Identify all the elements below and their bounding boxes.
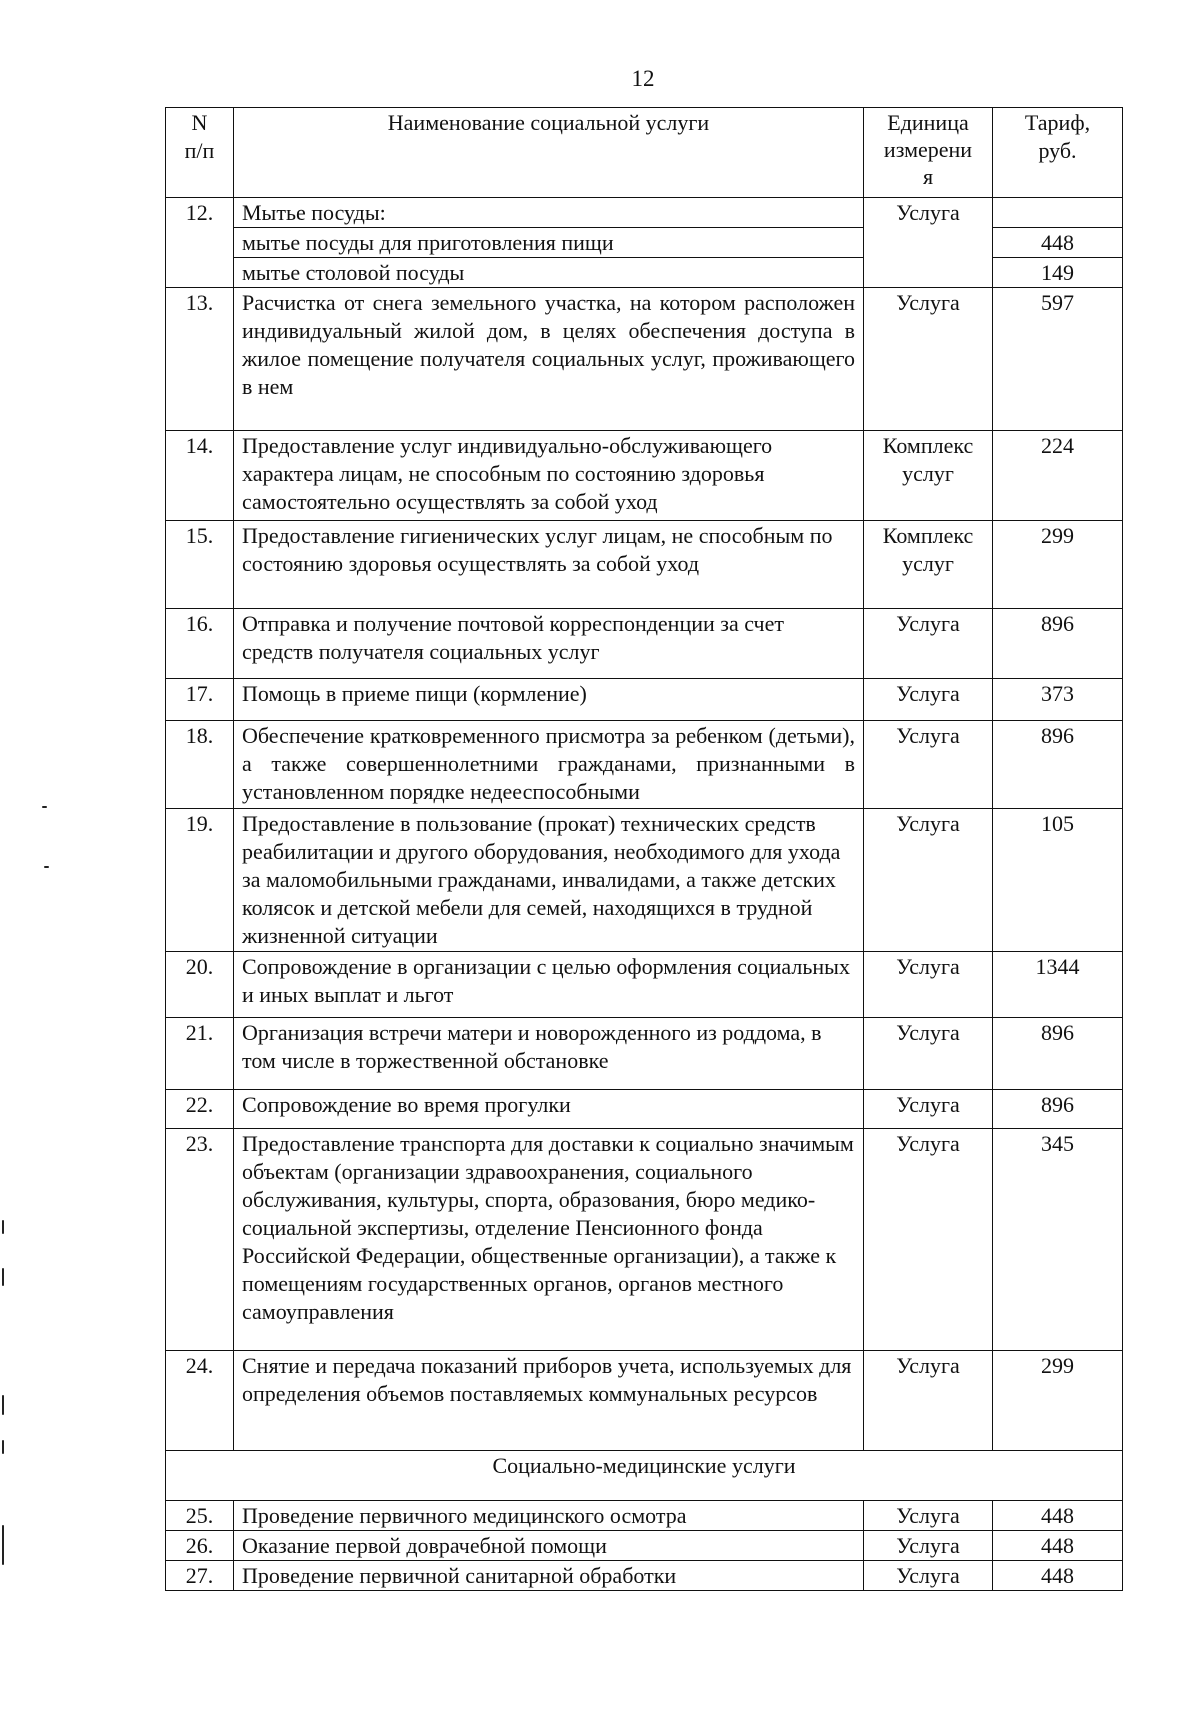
service-name: Предоставление гигиенических услуг лицам, не способным по состоянию здоровья осуществлять за собой уход xyxy=(234,521,864,609)
header-unit: Единица измерени я xyxy=(864,108,993,198)
row-number: 20. xyxy=(166,952,234,1018)
service-price: 896 xyxy=(993,1018,1123,1090)
service-unit: Услуга xyxy=(864,1018,993,1090)
service-name: Расчистка от снега земельного участка, на котором расположен индивидуальный жилой дом, в целях обеспечения доступа в жилое помещение получателя социальных услуг, проживающего в нем xyxy=(234,288,864,431)
service-price: 896 xyxy=(993,1090,1123,1129)
table-row xyxy=(166,198,1123,228)
scan-speck xyxy=(42,806,47,808)
service-name: Предоставление в пользование (прокат) технических средств реабилитации и другого оборудования, необходимого для ухода за маломобильными гражданами, инвалидами, а также детских колясок и детской мебели для семей, находящихся в трудной жизненной ситуации xyxy=(234,809,864,952)
service-price: 896 xyxy=(993,609,1123,679)
table-row xyxy=(166,1561,1123,1591)
service-name: Сопровождение в организации с целью оформления социальных и иных выплат и льгот xyxy=(234,952,864,1018)
scan-speck xyxy=(2,1525,4,1565)
table-row xyxy=(166,809,1123,952)
service-name: Снятие и передача показаний приборов учета, используемых для определения объемов поставляемых коммунальных ресурсов xyxy=(234,1351,864,1451)
row-number: 19. xyxy=(166,809,234,952)
service-name: Предоставление транспорта для доставки к социально значимым объектам (организации здравоохранения, социального обслуживания, культуры, спорта, образования, бюро медико-социальной экспертизы, отделение Пенсионного фонда Российской Федерации, общественные организации), а также к помещениям государственных органов, органов местного самоуправления xyxy=(234,1129,864,1351)
service-name: Помощь в приеме пищи (кормление) xyxy=(234,679,864,721)
service-unit: Комплекс услуг xyxy=(864,521,993,609)
section-title: Социально-медицинские услуги xyxy=(166,1451,1123,1501)
row-number: 14. xyxy=(166,431,234,521)
service-unit: Услуга xyxy=(864,679,993,721)
table-row xyxy=(166,1129,1123,1351)
service-name: Организация встречи матери и новорожденного из роддома, в том числе в торжественной обстановке xyxy=(234,1018,864,1090)
row-number: 27. xyxy=(166,1561,234,1591)
header-service-name: Наименование социальной услуги xyxy=(234,108,864,198)
scan-speck xyxy=(2,1440,4,1454)
table-row xyxy=(166,721,1123,809)
row-number: 16. xyxy=(166,609,234,679)
service-price: 105 xyxy=(993,809,1123,952)
table-row xyxy=(166,1501,1123,1531)
row-number: 15. xyxy=(166,521,234,609)
service-name: Отправка и получение почтовой корреспонденции за счет средств получателя социальных услуг xyxy=(234,609,864,679)
section-header-row xyxy=(166,1451,1123,1501)
row-number: 24. xyxy=(166,1351,234,1451)
table-row xyxy=(166,431,1123,521)
table-header-row xyxy=(166,108,1123,198)
service-price: 345 xyxy=(993,1129,1123,1351)
service-price: 224 xyxy=(993,431,1123,521)
row-number: 17. xyxy=(166,679,234,721)
table-row xyxy=(166,288,1123,431)
table-row xyxy=(166,609,1123,679)
service-unit: Услуга xyxy=(864,809,993,952)
service-unit: Услуга xyxy=(864,288,993,431)
row-number: 13. xyxy=(166,288,234,431)
service-price: 448 xyxy=(993,1501,1123,1531)
service-price: 1344 xyxy=(993,952,1123,1018)
table-row xyxy=(166,1090,1123,1129)
table-row xyxy=(166,1018,1123,1090)
service-price: 896 xyxy=(993,721,1123,809)
row-number: 12. xyxy=(166,198,234,288)
service-price: 448 xyxy=(993,1561,1123,1591)
header-price: Тариф, руб. xyxy=(993,108,1123,198)
service-unit: Услуга xyxy=(864,721,993,809)
service-unit: Услуга xyxy=(864,198,993,288)
service-unit: Услуга xyxy=(864,1561,993,1591)
service-price: 448 xyxy=(993,1531,1123,1561)
row-number: 26. xyxy=(166,1531,234,1561)
table-row xyxy=(166,679,1123,721)
table-row xyxy=(166,1351,1123,1451)
service-unit: Услуга xyxy=(864,609,993,679)
service-unit: Услуга xyxy=(864,1090,993,1129)
service-name: Мытье посуды: xyxy=(234,198,864,228)
service-price xyxy=(993,198,1123,228)
service-unit: Услуга xyxy=(864,1129,993,1351)
scan-speck xyxy=(44,866,49,868)
scan-speck xyxy=(2,1268,4,1286)
service-price: 597 xyxy=(993,288,1123,431)
header-number: N п/п xyxy=(166,108,234,198)
service-unit: Услуга xyxy=(864,1531,993,1561)
service-name: Предоставление услуг индивидуально-обслуживающего характера лицам, не способным по состоянию здоровья самостоятельно осуществлять за собой уход xyxy=(234,431,864,521)
page-number: 12 xyxy=(631,66,655,91)
service-unit: Услуга xyxy=(864,1501,993,1531)
service-name: Проведение первичного медицинского осмотра xyxy=(234,1501,864,1531)
scan-speck xyxy=(2,1395,4,1415)
row-number: 21. xyxy=(166,1018,234,1090)
service-unit: Комплекс услуг xyxy=(864,431,993,521)
service-name: Сопровождение во время прогулки xyxy=(234,1090,864,1129)
service-subitem-name: мытье столовой посуды xyxy=(234,258,864,288)
table-row xyxy=(166,1531,1123,1561)
service-unit: Услуга xyxy=(864,1351,993,1451)
services-tariff-table xyxy=(165,107,1123,1591)
table-row xyxy=(166,521,1123,609)
service-name: Обеспечение кратковременного присмотра за ребенком (детьми), а также совершеннолетними гражданами, признанными в установленном порядке недееспособными xyxy=(234,721,864,809)
service-price: 299 xyxy=(993,521,1123,609)
scan-speck xyxy=(2,1220,4,1234)
table-row xyxy=(166,952,1123,1018)
service-name: Проведение первичной санитарной обработки xyxy=(234,1561,864,1591)
service-subitem-price: 448 xyxy=(993,228,1123,258)
service-subitem-name: мытье посуды для приготовления пищи xyxy=(234,228,864,258)
service-price: 299 xyxy=(993,1351,1123,1451)
row-number: 25. xyxy=(166,1501,234,1531)
service-name: Оказание первой доврачебной помощи xyxy=(234,1531,864,1561)
service-subitem-price: 149 xyxy=(993,258,1123,288)
row-number: 23. xyxy=(166,1129,234,1351)
row-number: 22. xyxy=(166,1090,234,1129)
service-price: 373 xyxy=(993,679,1123,721)
service-unit: Услуга xyxy=(864,952,993,1018)
row-number: 18. xyxy=(166,721,234,809)
